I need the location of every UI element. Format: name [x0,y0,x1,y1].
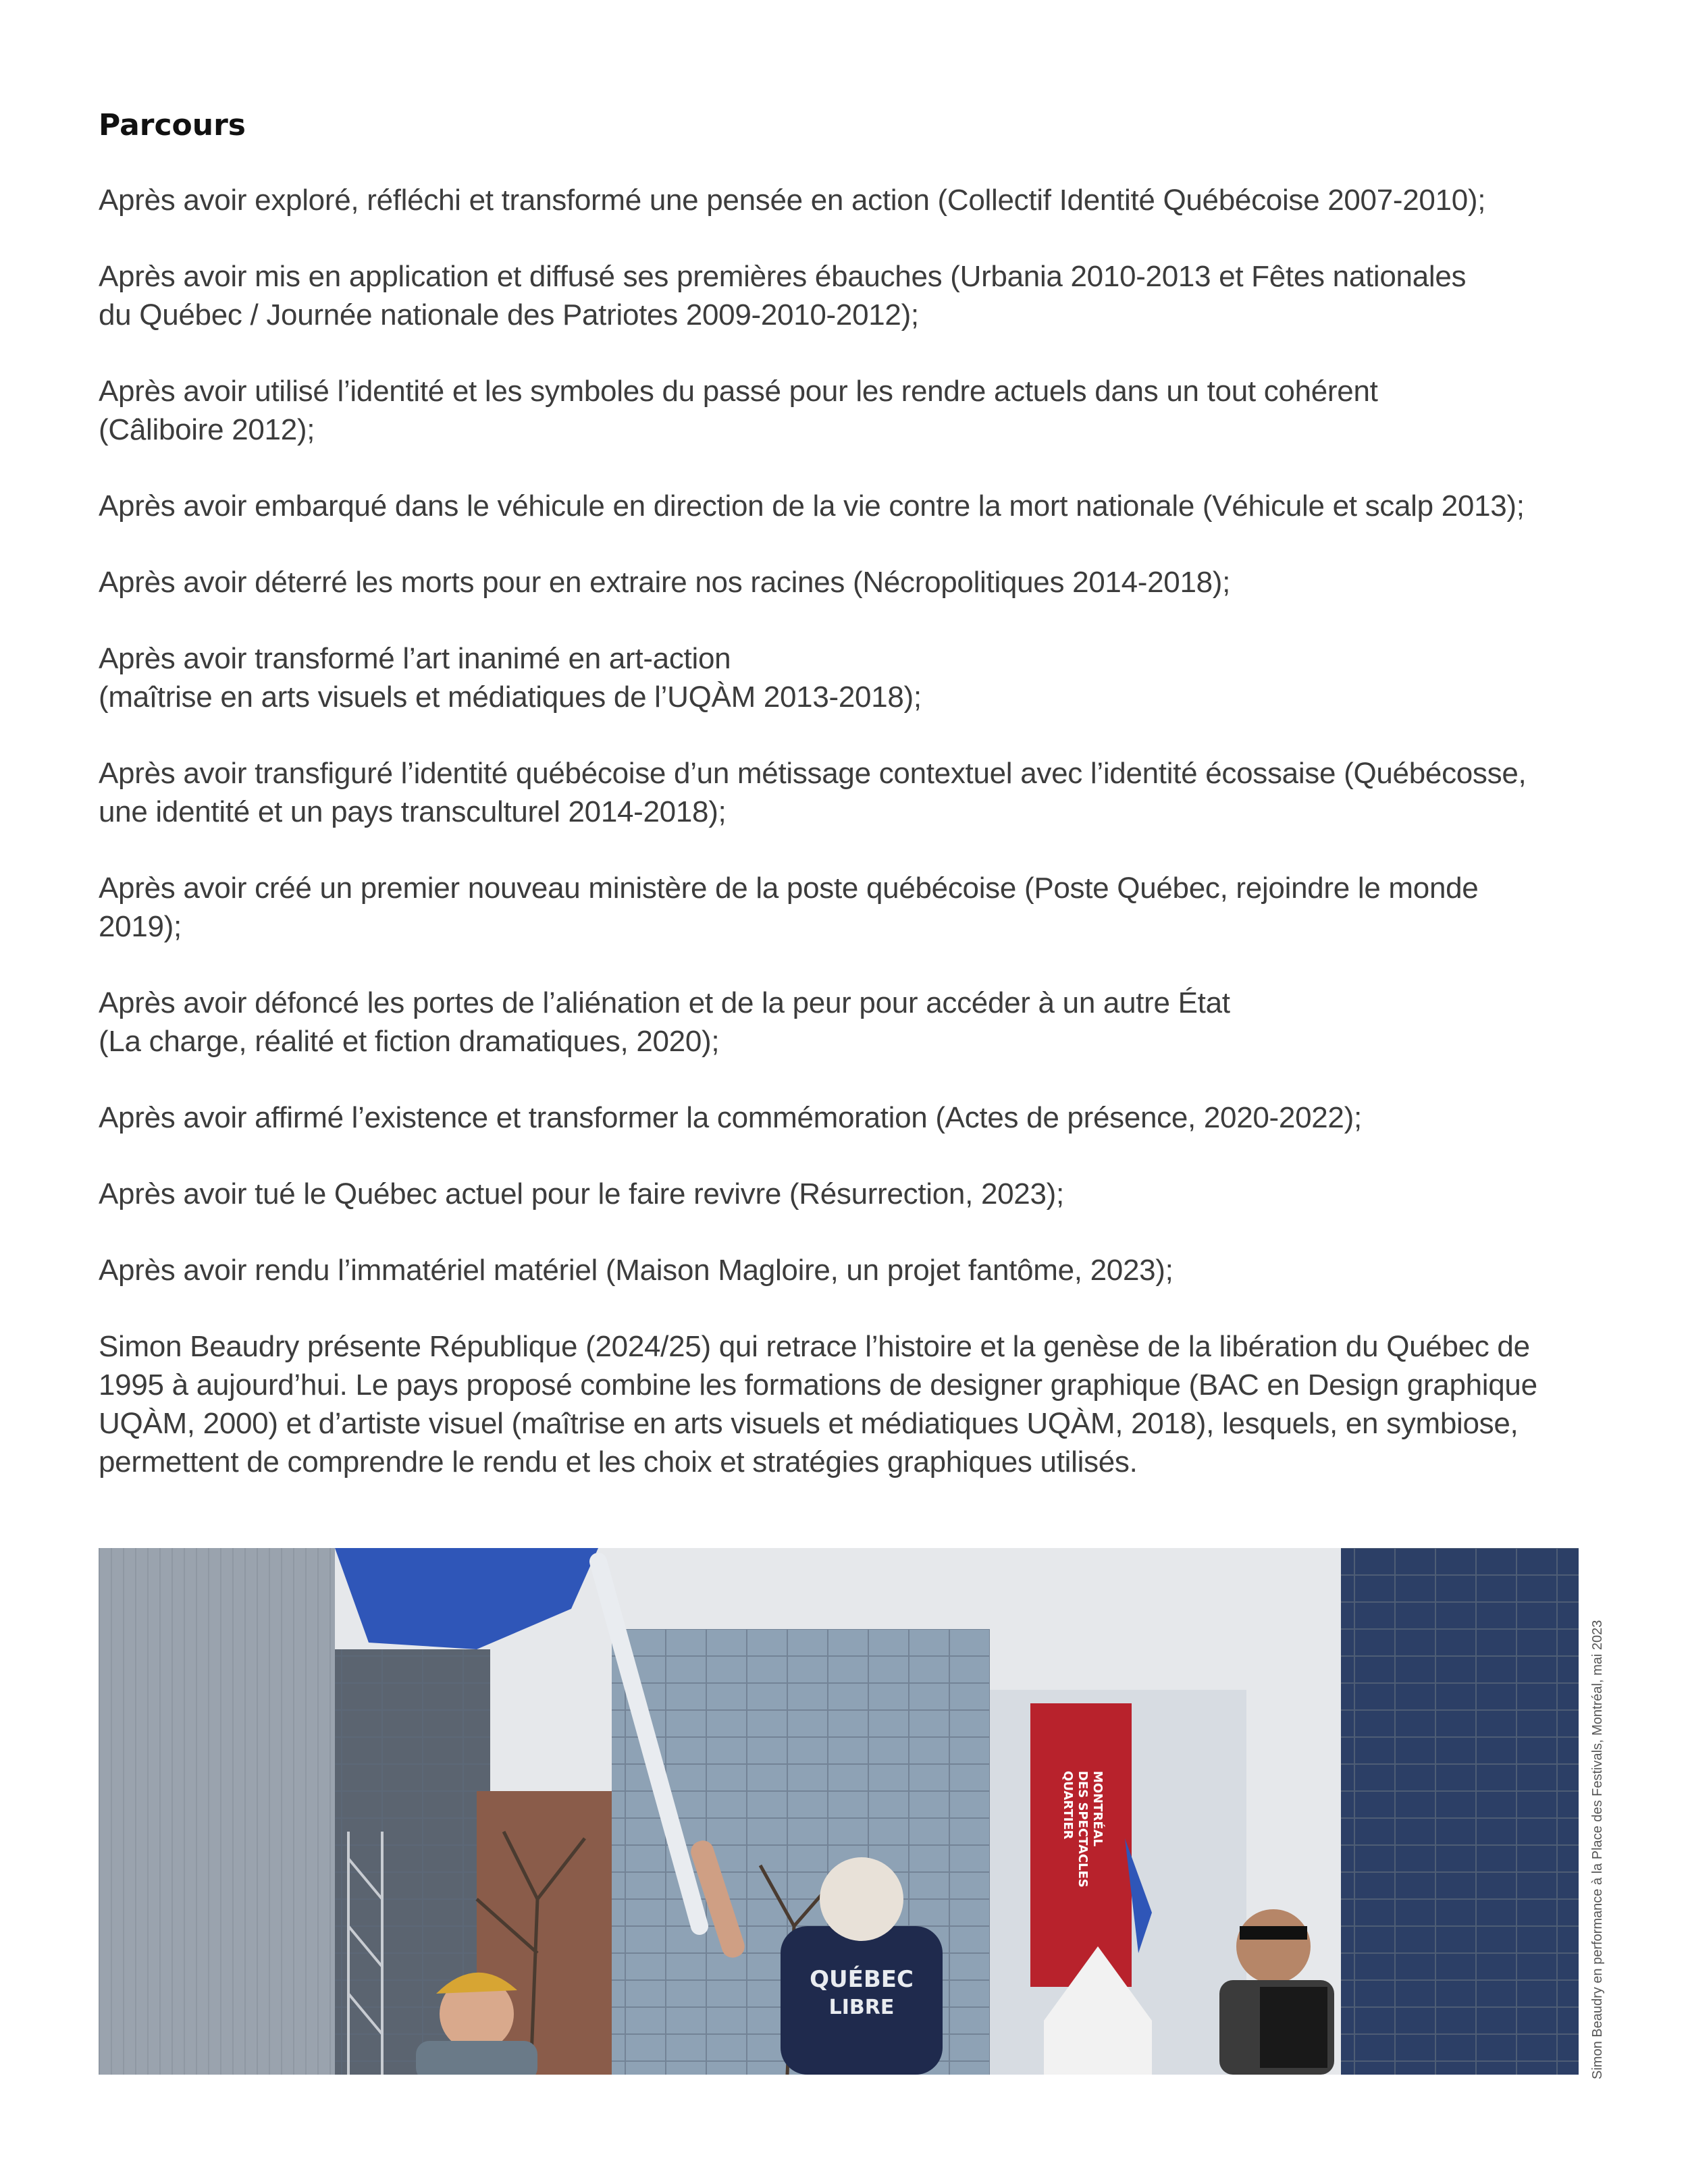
paragraph-summary: Simon Beaudry présente République (2024/25) qui retrace l’histoire et la genèse de la libération du Québec de 1995 à aujourd’hui. Le pays proposé combine les formations de designer graphique (BAC en Design graphique UQÀM, 2000) et d’artiste visuel (maîtrise en arts visuels et médiatiques UQÀM, 2018), lesquels, en symbiose, permettent de comprendre le rendu et les choix et stratégies graphiques utilisés. [99,1330,1537,1479]
paragraph: Après avoir exploré, réfléchi et transformé une pensée en action (Collectif Identité Québécoise 2007-2010); [99,184,1486,217]
photo-caption-text: Simon Beaudry en performance à la Place des Festivals, Montréal, mai 2023 [1590,1620,1605,2079]
photo-illustration [99,1548,1579,2075]
paragraph: Après avoir transfiguré l’identité québécoise d’un métissage contextuel avec l’identité écossaise (Québécosse, une identité et un pays transculturel 2014-2018); [99,757,1527,828]
paragraph: Après avoir embarqué dans le véhicule en direction de la vie contre la mort nationale (Véhicule et scalp 2013); [99,489,1525,523]
banner-text-2: DES SPECTACLES [1076,1771,1090,1888]
banner-text-3: MONTRÉAL [1090,1771,1105,1847]
paragraph: Après avoir créé un premier nouveau ministère de la poste québécoise (Poste Québec, rejoindre le monde 2019); [99,872,1479,943]
paragraph: Après avoir tué le Québec actuel pour le faire revivre (Résurrection, 2023); [99,1177,1064,1210]
paragraph: Après avoir transformé l’art inanimé en art-action (maîtrise en arts visuels et médiatiques de l’UQÀM 2013-2018); [99,642,922,714]
banner-text-1: QUARTIER [1061,1771,1075,1840]
shirt-text-2: LIBRE [828,1996,895,2019]
paragraph-list [99,181,1604,1519]
performance-photo [99,1548,1579,2075]
shirt-text-1: QUÉBEC [810,1966,914,1993]
paragraph: Après avoir utilisé l’identité et les symboles du passé pour les rendre actuels dans un tout cohérent (Câliboire 2012); [99,375,1378,446]
paragraph: Après avoir rendu l’immatériel matériel (Maison Magloire, un projet fantôme, 2023); [99,1254,1173,1287]
paragraph: Après avoir déterré les morts pour en extraire nos racines (Nécropolitiques 2014-2018); [99,566,1231,599]
photo-caption [1585,1553,1612,2079]
paragraph: Après avoir affirmé l’existence et transformer la commémoration (Actes de présence, 2020-2022); [99,1101,1362,1134]
paragraph: Après avoir mis en application et diffusé ses premières ébauches (Urbania 2010-2013 et Fêtes nationales du Québec / Journée nationale des Patriotes 2009-2010-2012); [99,260,1467,331]
paragraph: Après avoir défoncé les portes de l’aliénation et de la peur pour accéder à un autre État (La charge, réalité et fiction dramatiques, 2020); [99,986,1230,1058]
section-heading: Parcours [99,108,246,142]
